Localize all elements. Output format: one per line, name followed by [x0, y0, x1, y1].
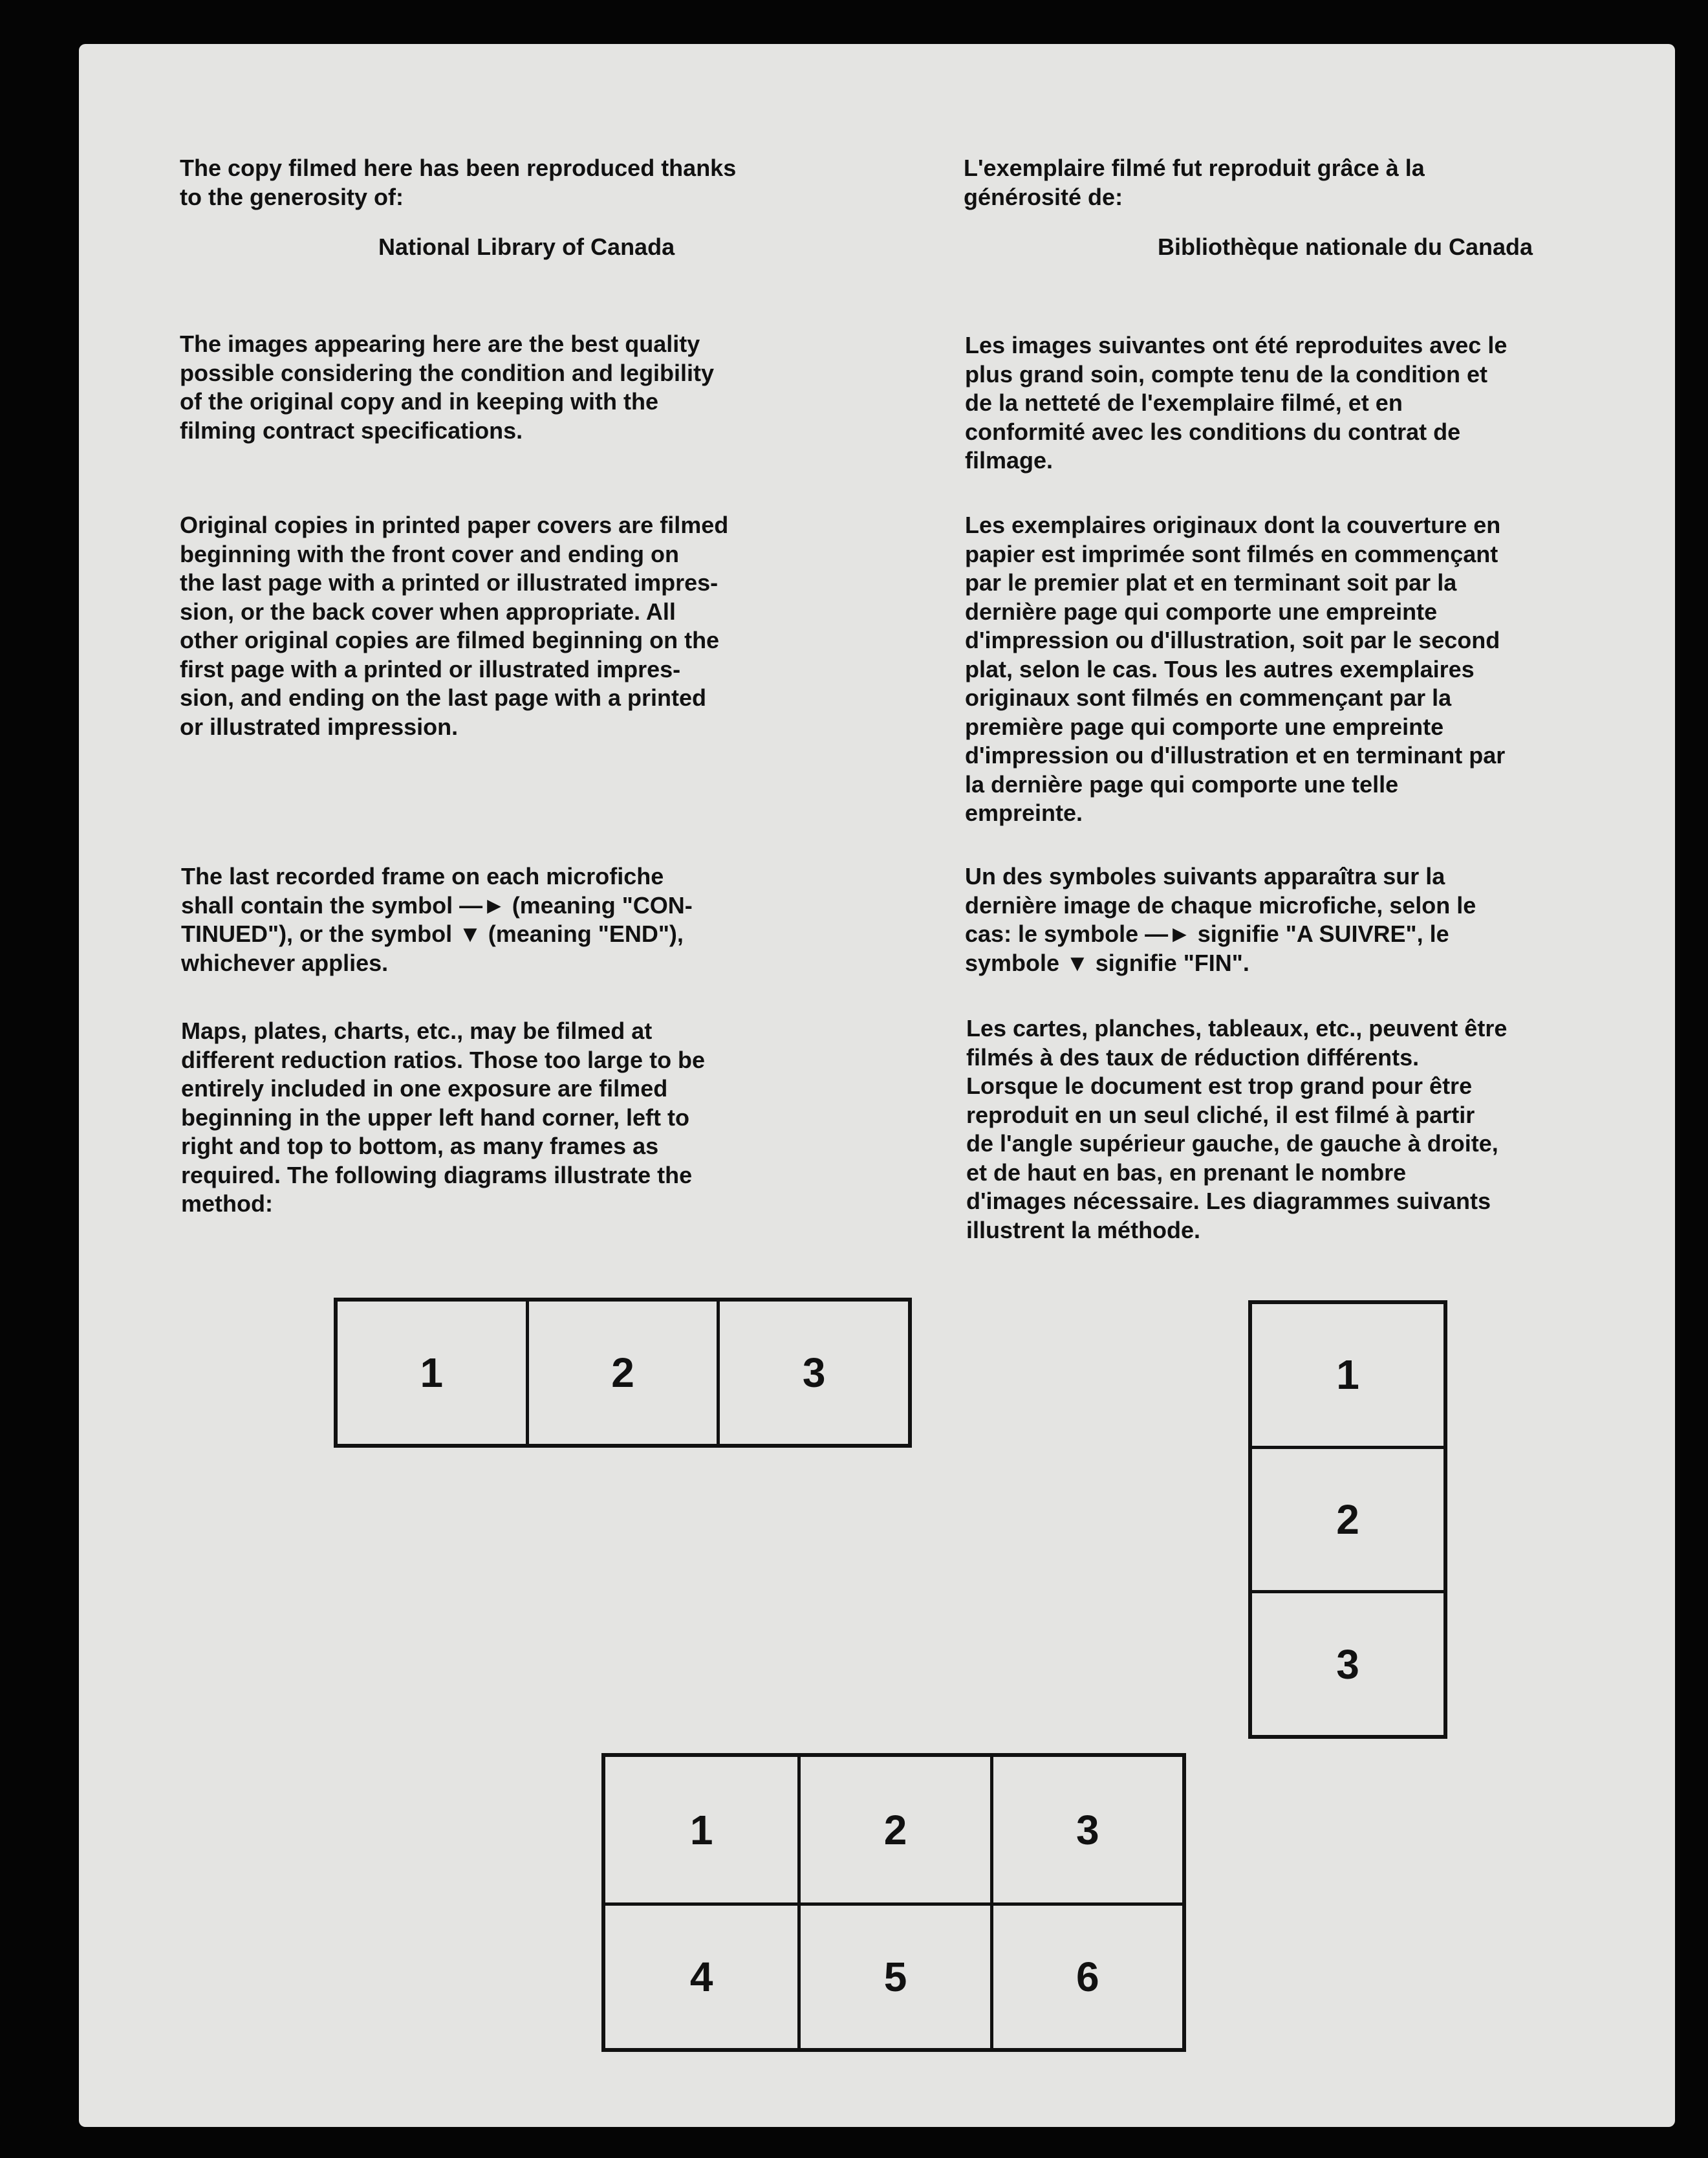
english-maps-paragraph: Maps, plates, charts, etc., may be filmed at different reduction ratios. Those too large to be entirely included in one exposure are filmed beginning in the upper left hand corner, left to right and top to bottom, as many frames as required. The following diagrams illustrate the method:: [181, 1018, 706, 1217]
french-maps-paragraph: Les cartes, planches, tableaux, etc., peuvent être filmés à des taux de réduction différents. Lorsque le document est trop grand pour être reproduit en un seul cliché, il est filmé à partir de l'angle supérieur gauche, de gauche à droite, et de haut en bas, en prenant le nombre d'images nécessaire. Les diagrammes suivants illustrent la méthode.: [966, 1015, 1508, 1243]
english-symbols-paragraph: The last recorded frame on each microfiche shall contain the symbol —► (meaning "CON- TINUED"), or the symbol ▼ (meaning "END"), whichever applies.: [181, 863, 693, 976]
english-quality-paragraph: The images appearing here are the best quality possible considering the condition and legibility of the original copy and in keeping with the filming contract specifications.: [180, 331, 715, 444]
frame-cell: 5: [797, 1902, 989, 2048]
frame-cell: 3: [717, 1302, 908, 1444]
grid-frames-diagram: [601, 1753, 1186, 2052]
frame-cell: 2: [526, 1302, 717, 1444]
frame-cell: 4: [605, 1902, 797, 2048]
frame-cell: 3: [990, 1757, 1182, 1902]
french-symbols-paragraph: Un des symboles suivants apparaîtra sur la dernière image de chaque microfiche, selon le cas: le symbole —► signifie "A SUIVRE", le symbole ▼ signifie "FIN".: [965, 863, 1476, 976]
frame-cell: 1: [689, 1806, 713, 1853]
vertical-frames-diagram: [1248, 1300, 1447, 1739]
french-quality-paragraph: Les images suivantes ont été reproduites avec le plus grand soin, compte tenu de la condition et de la netteté de l'exemplaire filmé, et en conformité avec les conditions du contrat de filmage.: [965, 332, 1508, 474]
english-library-name: National Library of Canada: [378, 234, 675, 260]
frame-cell: 3: [1252, 1590, 1443, 1735]
frame-cell: 1: [1336, 1351, 1359, 1399]
frame-cell: 2: [797, 1757, 989, 1902]
english-thanks: The copy filmed here has been reproduced thanks to the generosity of:: [180, 155, 737, 210]
horizontal-frames-diagram: [334, 1298, 912, 1448]
frame-cell: 2: [1252, 1446, 1443, 1591]
french-thanks: L'exemplaire filmé fut reproduit grâce à la générosité de:: [964, 155, 1425, 210]
french-library-name: Bibliothèque nationale du Canada: [1158, 234, 1533, 260]
english-originals-paragraph: Original copies in printed paper covers are filmed beginning with the front cover and ending on the last page with a printed or illustrated impres- sion, or the back cover when appropriate. All other original copies are filmed beginning on the first page with a printed or illustrated impres- sion, and ending on the last page with a printed or illustrated impression.: [180, 512, 729, 740]
french-originals-paragraph: Les exemplaires originaux dont la couverture en papier est imprimée sont filmés en commençant par le premier plat et en terminant soit par la dernière page qui comporte une empreinte d'impression ou d'illustration, soit par le second plat, selon le cas. Tous les autres exemplaires originaux sont filmés en commençant par la première page qui comporte une empreinte d'impression ou d'illustration et en terminant par la dernière page qui comporte une telle empreinte.: [965, 512, 1506, 826]
frame-cell: 1: [420, 1349, 444, 1396]
frame-cell: 6: [990, 1902, 1182, 2048]
